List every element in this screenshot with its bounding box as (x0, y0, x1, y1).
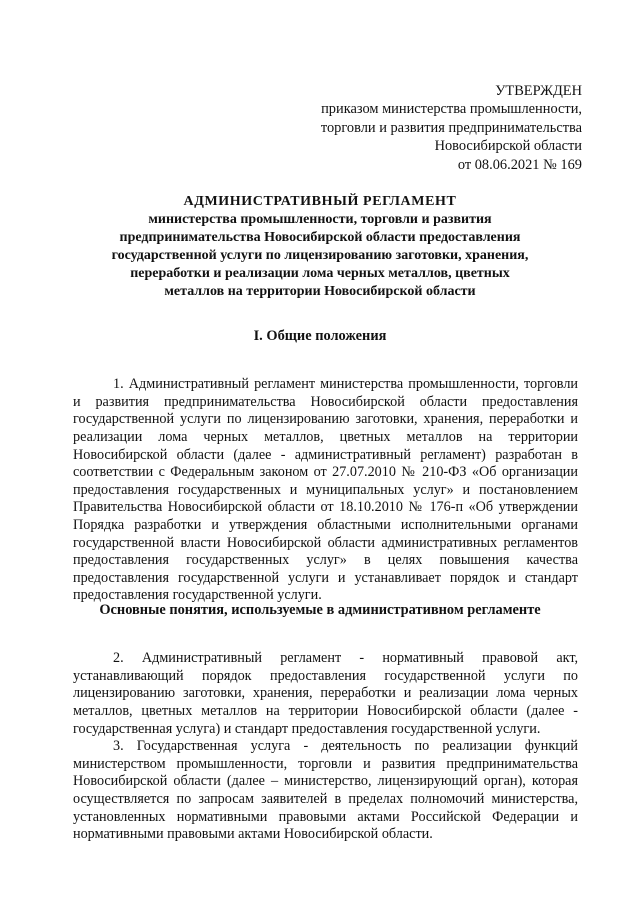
approval-line: приказом министерства промышленности, (321, 101, 582, 118)
document-subtitle-line: министерства промышленности, торговли и развития (148, 212, 492, 227)
paragraph-1: 1. Административный регламент министерства промышленности, торговли и развития предпринимательства Новосибирской области предоставления государственной услуги по лицензированию заготовки, хранения, переработки и реализации лома черных металлов, цветных металлов на территории Новосибирской области (далее - административный регламент) разработан в соответствии с Федеральным законом от 27.07.2010 № 210-ФЗ «Об организации предоставления государственных и муниципальных услуг» и постановлением Правительства Новосибирской области от 18.10.2010 № 176-п «Об утверждении Порядка разработки и утверждения областными исполнительными органами государственной власти Новосибирской области административных регламентов предоставления государственных услуг» в целях повышения качества предоставления государственной услуги и устанавливает порядок и стандарт предоставления государственной услуги. (73, 376, 578, 604)
document-subtitle-line: металлов на территории Новосибирской области (164, 284, 476, 299)
approval-line: Новосибирской области (434, 138, 582, 155)
approval-line: УТВЕРЖДЕН (495, 83, 582, 99)
approval-line: от 08.06.2021 № 169 (457, 156, 582, 173)
approval-line: торговли и развития предпринимательства (320, 119, 582, 136)
section-heading-concepts: Основные понятия, используемые в административном регламенте (99, 602, 541, 618)
section-heading-general: I. Общие положения (253, 328, 387, 344)
document-subtitle-line: переработки и реализации лома черных металлов, цветных (130, 266, 510, 281)
approval-stamp (262, 82, 582, 174)
paragraph-3: 3. Государственная услуга - деятельность по реализации функций министерством промышленности, торговли и развития предпринимательства Новосибирской области (далее – министерство, лицензирующий орган), которая осуществляется по запросам заявителей в пределах полномочий министерства, установленных нормативными правовыми актами Российской Федерации и нормативными правовыми актами Новосибирской области. (73, 738, 578, 843)
document-title-block (60, 193, 580, 301)
document-subtitle-line: государственной услуги по лицензированию заготовки, хранения, (111, 248, 529, 263)
paragraph-2: 2. Административный регламент - нормативный правовой акт, устанавливающий порядок предоставления государственной услуги по лицензированию заготовки, хранения, переработки и реализации лома черных металлов, цветных металлов на территории Новосибирской области (далее - государственная услуга) и стандарт предоставления государственной услуги. (73, 650, 578, 737)
document-title: АДМИНИСТРАТИВНЫЙ РЕГЛАМЕНТ (183, 194, 457, 209)
document-subtitle-line: предпринимательства Новосибирской области предоставления (119, 230, 521, 245)
